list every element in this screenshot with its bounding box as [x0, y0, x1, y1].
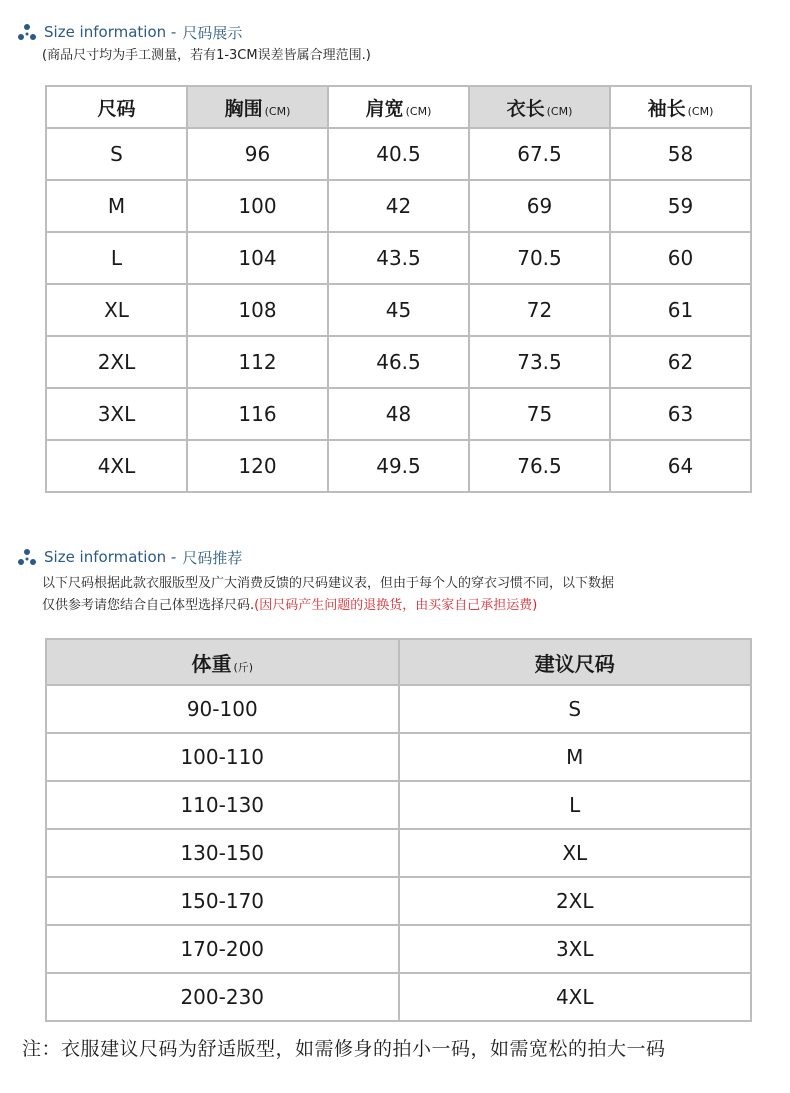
cell-chest: 100 — [187, 180, 328, 232]
recommend-description — [42, 573, 614, 617]
cell-shoulder: 46.5 — [328, 336, 469, 388]
section-title-cn: 尺码展示 — [182, 23, 243, 42]
table-row — [46, 388, 751, 440]
table-row — [46, 829, 751, 877]
table-row — [46, 925, 751, 973]
cell-length: 73.5 — [469, 336, 610, 388]
rec-table-header-row — [46, 639, 751, 685]
measurement-note: (商品尺寸均为手工测量，若有1-3CM误差皆属合理范围.) — [42, 48, 371, 63]
cell-size: S — [46, 128, 187, 180]
cell-size: XL — [46, 284, 187, 336]
header-size: 尺码 — [46, 86, 187, 128]
cell-recommended-size: L — [399, 781, 752, 829]
cell-size: 2XL — [46, 336, 187, 388]
cell-recommended-size: 4XL — [399, 973, 752, 1021]
cell-size: M — [46, 180, 187, 232]
cell-length: 75 — [469, 388, 610, 440]
return-policy-warning: (因尺码产生问题的退换货，由买家自己承担运费) — [254, 598, 538, 613]
header-recommended-size: 建议尺码 — [399, 639, 752, 685]
section-title-en: Size information - — [44, 548, 177, 566]
cell-weight: 170-200 — [46, 925, 399, 973]
table-row — [46, 973, 751, 1021]
cell-shoulder: 43.5 — [328, 232, 469, 284]
table-row — [46, 685, 751, 733]
cell-sleeve: 60 — [610, 232, 751, 284]
table-row — [46, 180, 751, 232]
cell-chest: 112 — [187, 336, 328, 388]
cell-size: 3XL — [46, 388, 187, 440]
cell-chest: 120 — [187, 440, 328, 492]
cell-weight: 150-170 — [46, 877, 399, 925]
cell-shoulder: 40.5 — [328, 128, 469, 180]
cell-sleeve: 61 — [610, 284, 751, 336]
cell-length: 70.5 — [469, 232, 610, 284]
size-table-header-row — [46, 86, 751, 128]
cell-sleeve: 59 — [610, 180, 751, 232]
cell-recommended-size: M — [399, 733, 752, 781]
footer-note: 注：衣服建议尺码为舒适版型，如需修身的拍小一码，如需宽松的拍大一码 — [22, 1038, 666, 1060]
table-row — [46, 232, 751, 284]
section-title-en: Size information - — [44, 23, 177, 41]
header-weight: 体重 (斤) — [46, 639, 399, 685]
cell-weight: 200-230 — [46, 973, 399, 1021]
cell-recommended-size: 2XL — [399, 877, 752, 925]
cell-size: L — [46, 232, 187, 284]
table-row — [46, 284, 751, 336]
cell-chest: 116 — [187, 388, 328, 440]
cell-sleeve: 62 — [610, 336, 751, 388]
cell-shoulder: 45 — [328, 284, 469, 336]
cell-chest: 104 — [187, 232, 328, 284]
cell-sleeve: 63 — [610, 388, 751, 440]
cell-length: 72 — [469, 284, 610, 336]
cell-chest: 108 — [187, 284, 328, 336]
cell-size: 4XL — [46, 440, 187, 492]
cell-recommended-size: 3XL — [399, 925, 752, 973]
table-row — [46, 733, 751, 781]
cell-recommended-size: S — [399, 685, 752, 733]
header-chest: 胸围 (CM) — [187, 86, 328, 128]
section-header-size-display — [16, 20, 242, 44]
description-line-1: 以下尺码根据此款衣服版型及广大消费反馈的尺码建议表，但由于每个人的穿衣习惯不同，以下数据 — [42, 576, 615, 591]
table-row — [46, 440, 751, 492]
cell-sleeve: 58 — [610, 128, 751, 180]
cell-length: 76.5 — [469, 440, 610, 492]
header-shoulder: 肩宽 (CM) — [328, 86, 469, 128]
section-header-size-recommend — [16, 545, 242, 569]
table-row — [46, 128, 751, 180]
three-dot-cluster-icon — [16, 21, 38, 43]
header-sleeve: 袖长 (CM) — [610, 86, 751, 128]
cell-weight: 130-150 — [46, 829, 399, 877]
header-length: 衣长 (CM) — [469, 86, 610, 128]
description-line-2: 仅供参考请您结合自己体型选择尺码.(因尺码产生问题的退换货，由买家自己承担运费) — [42, 598, 538, 613]
section-title-cn: 尺码推荐 — [182, 548, 243, 567]
size-table — [45, 85, 752, 493]
cell-weight: 110-130 — [46, 781, 399, 829]
cell-shoulder: 42 — [328, 180, 469, 232]
cell-chest: 96 — [187, 128, 328, 180]
size-recommendation-table — [45, 638, 752, 1022]
cell-recommended-size: XL — [399, 829, 752, 877]
table-row — [46, 781, 751, 829]
cell-length: 69 — [469, 180, 610, 232]
cell-length: 67.5 — [469, 128, 610, 180]
cell-shoulder: 48 — [328, 388, 469, 440]
cell-weight: 90-100 — [46, 685, 399, 733]
cell-sleeve: 64 — [610, 440, 751, 492]
table-row — [46, 336, 751, 388]
cell-weight: 100-110 — [46, 733, 399, 781]
three-dot-cluster-icon — [16, 546, 38, 568]
table-row — [46, 877, 751, 925]
cell-shoulder: 49.5 — [328, 440, 469, 492]
